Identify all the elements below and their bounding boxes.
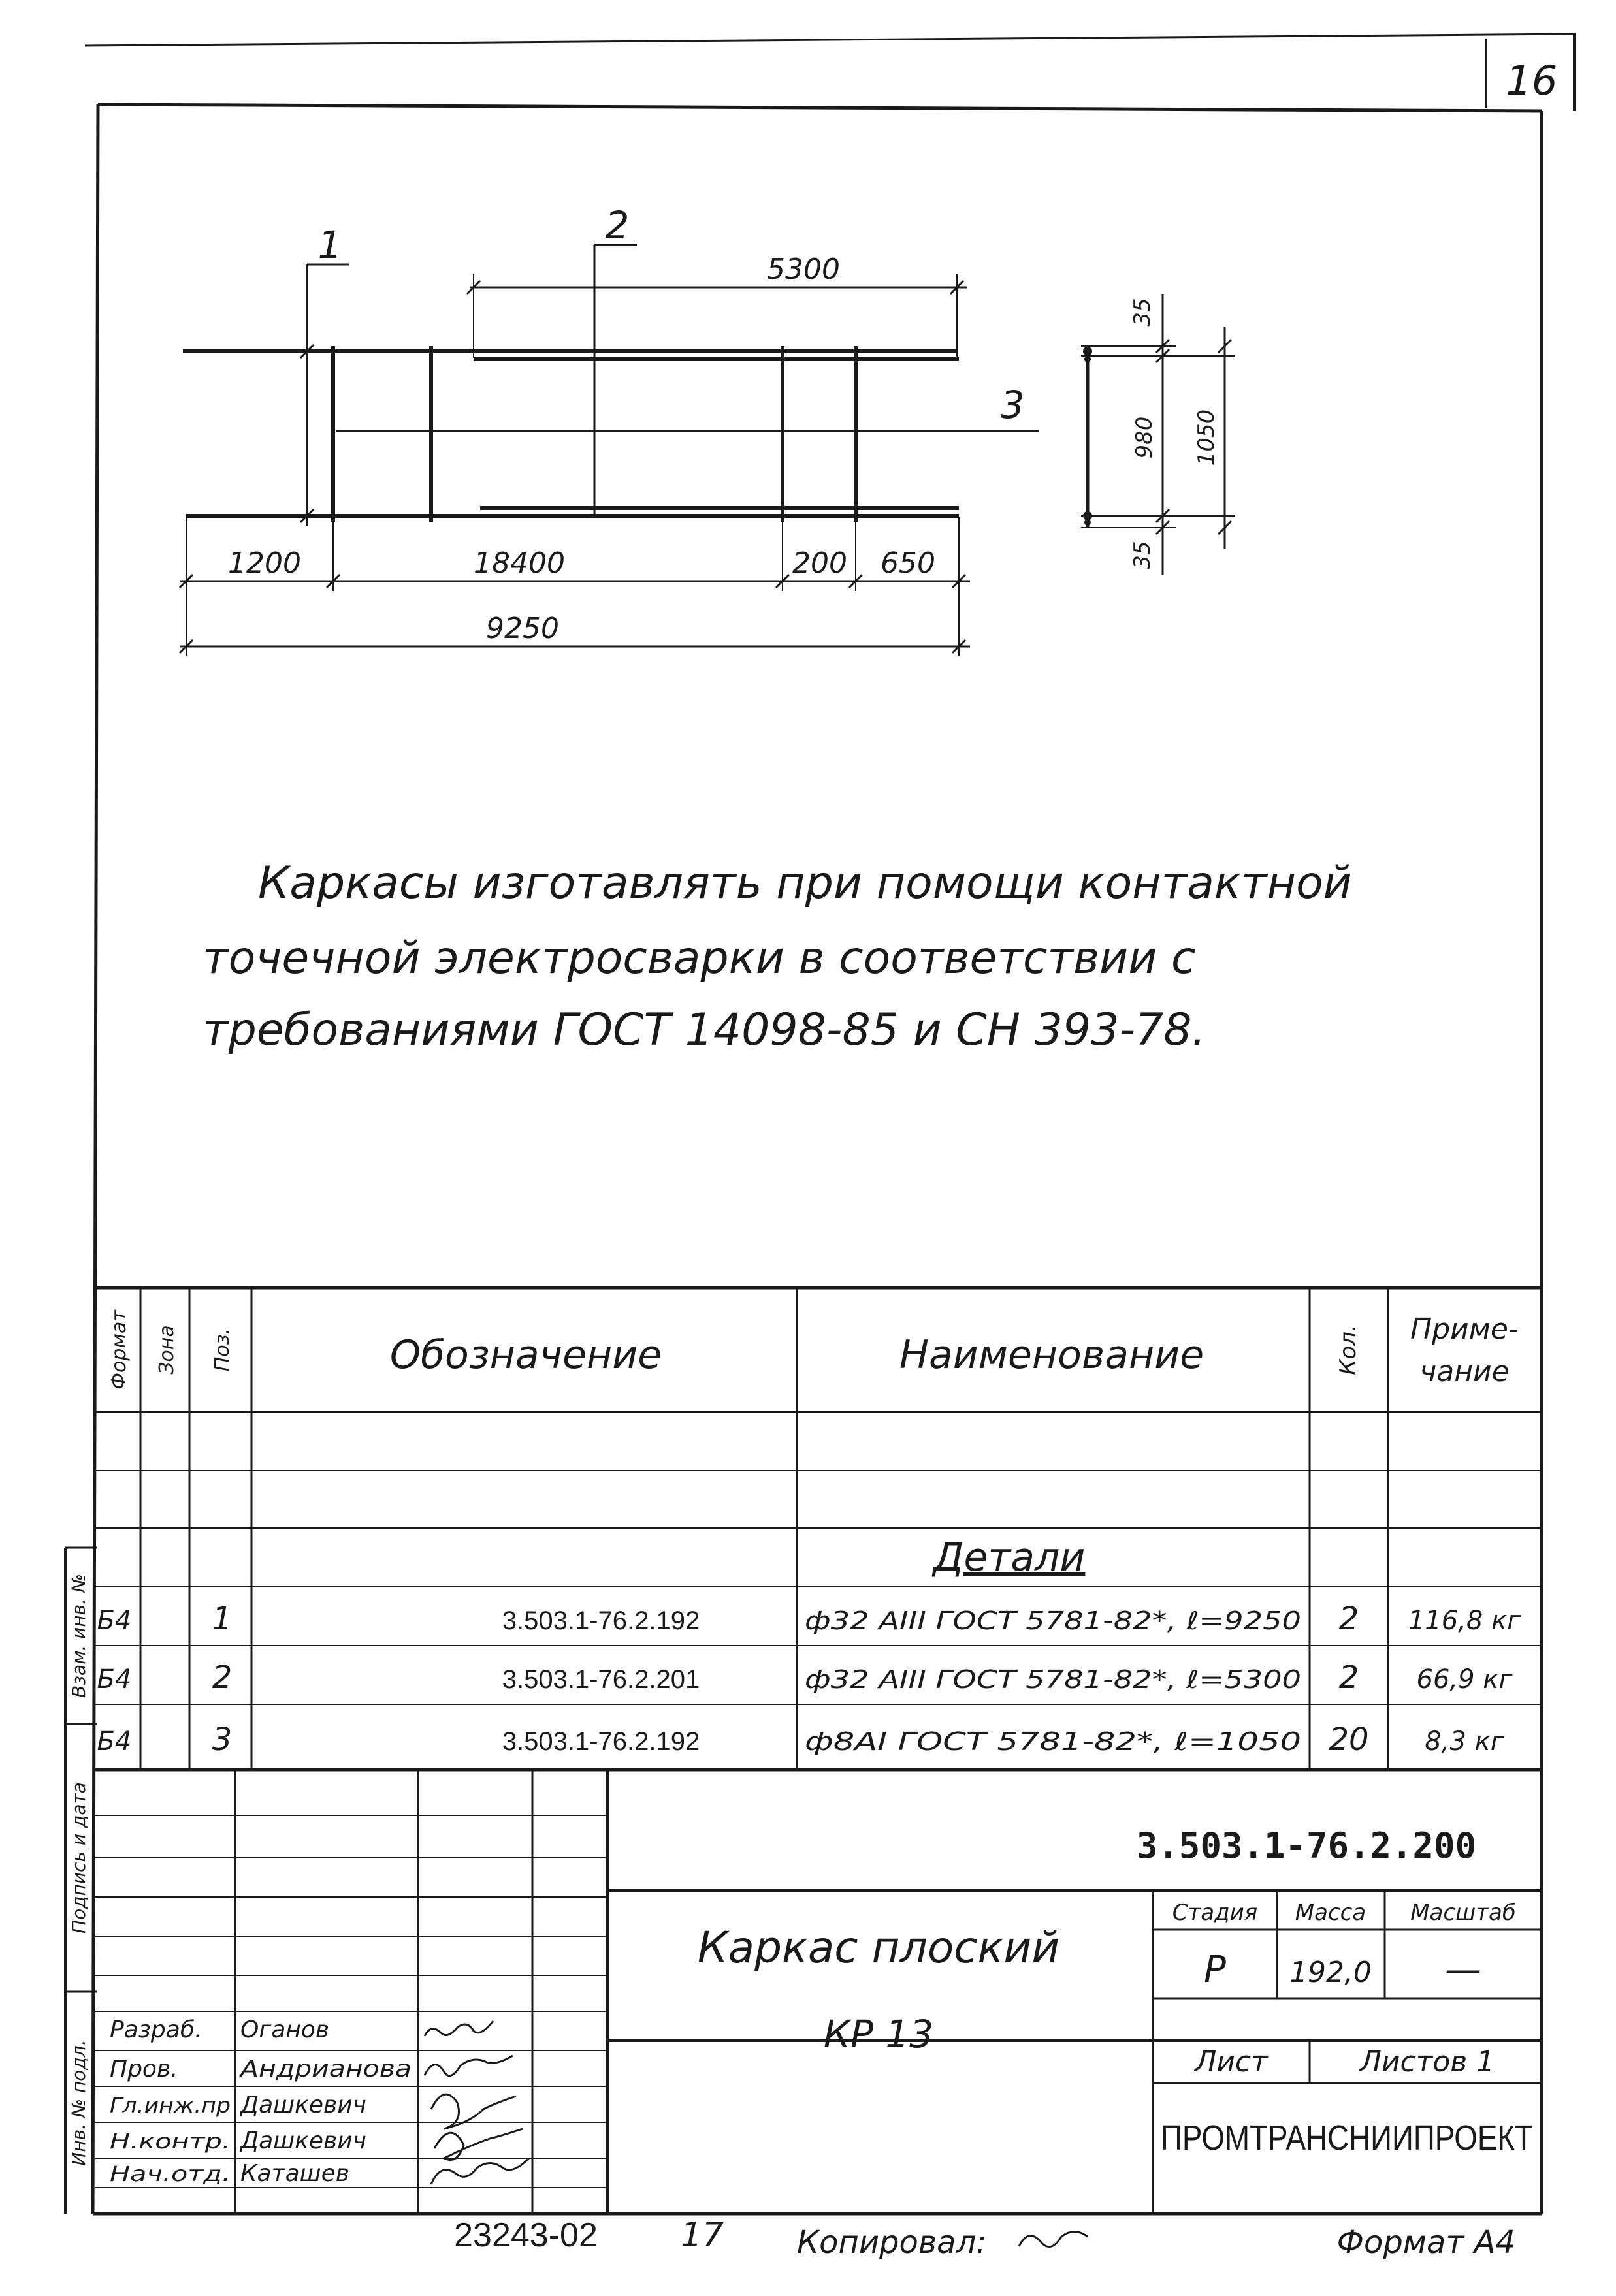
spec-row-format: Б4 [97,1606,132,1636]
sheets-label: Листов 1 [1359,2045,1495,2079]
document-code: 3.503.1-76.2.200 [1136,1825,1477,1866]
spec-row-designation: 3.503.1-76.2.192 [502,1606,700,1635]
spec-header-pos: Поз. [211,1328,234,1372]
scale-value: — [1445,1949,1481,1991]
signatures-scribble [425,2021,529,2184]
role-name: Дашкевич [240,2128,366,2154]
stage-label: Стадия [1172,1900,1258,1926]
spec-row-note: 66,9 кг [1416,1665,1513,1695]
role-label: Нач.отд. [110,2161,231,2186]
page-number: 17 [680,2216,724,2255]
dim-1200: 1200 [228,547,301,580]
spec-header-designation: Обозначение [389,1332,662,1378]
dim-side-35-top: 35 [1129,298,1155,327]
title-line-1: Каркас плоский [697,1922,1060,1973]
mass-label: Масса [1295,1900,1366,1926]
spec-row-name: ф32 АIII ГОСТ 5781-82*, ℓ=5300 [805,1665,1301,1694]
spec-row-pos: 3 [212,1721,233,1758]
role-label: Разраб. [110,2017,202,2043]
spec-header-zone: Зона [155,1325,178,1375]
format-label: Формат А4 [1336,2224,1515,2261]
dim-18400: 18400 [474,547,565,580]
spec-row-2 [97,1659,1513,1696]
spec-header-name: Наименование [899,1332,1204,1378]
dim-5300: 5300 [767,253,840,286]
spec-row-format: Б4 [97,1665,132,1695]
organization-name: ПРОМТРАНСНИИПРОЕКТ [1161,2118,1533,2158]
position-mark-2: 2 [605,203,630,247]
spec-table-grid [95,1288,1542,1770]
mass-value: 192,0 [1289,1956,1372,1989]
spec-row-designation: 3.503.1-76.2.192 [502,1727,700,1756]
spec-header-qty: Кол. [1335,1324,1361,1375]
spec-row-name: ф8АI ГОСТ 5781-82*, ℓ=1050 [805,1727,1301,1756]
title-line-2: КР 13 [823,2012,934,2056]
copier-signature [1019,2232,1088,2247]
role-label: Н.контр. [110,2129,231,2154]
dim-side-35-bottom: 35 [1129,541,1155,569]
dimension-ticks [180,281,1231,653]
spec-row-qty: 2 [1338,1659,1359,1696]
dim-side-980: 980 [1131,416,1157,459]
role-row-5 [110,2160,349,2187]
spec-row-format: Б4 [97,1727,132,1757]
role-name: Дашкевич [240,2092,366,2118]
sheet-label: Лист [1195,2045,1268,2079]
role-row-2 [110,2056,412,2082]
note-line-3: требованиями ГОСТ 14098-85 и СН 393-78. [202,1004,1206,1056]
dim-side-1050: 1050 [1193,409,1220,466]
side-stamp-inv-original: Инв. № подл. [68,2039,89,2166]
spec-row-qty: 2 [1338,1601,1359,1637]
dim-650: 650 [881,547,935,580]
copied-by-label: Копировал: [797,2224,987,2261]
spec-row-note: 8,3 кг [1425,1727,1504,1757]
spec-section-title: Детали [933,1535,1086,1580]
spec-row-pos: 2 [212,1659,233,1696]
spec-row-1 [97,1601,1522,1637]
spec-row-pos: 1 [212,1601,233,1637]
role-label: Гл.инж.пр [110,2093,231,2118]
spec-row-name: ф32 АIII ГОСТ 5781-82*, ℓ=9250 [805,1606,1301,1635]
spec-header-format: Формат [108,1310,131,1390]
side-stamp-sign-date: Подпись и дата [68,1782,89,1934]
cage-drawing [180,245,1235,656]
position-mark-3: 3 [1000,383,1025,427]
role-name: Андрианова [238,2056,412,2082]
position-mark-1: 1 [317,223,342,267]
role-row-1 [110,2017,329,2043]
archive-number: 23243-02 [454,2216,598,2254]
spec-header-note-2: чание [1419,1355,1510,1388]
note-line-2: точечной электросварки в соответствии с [202,933,1196,984]
role-row-3 [110,2092,366,2118]
spec-header-note-1: Приме- [1410,1313,1519,1346]
role-name: Оганов [240,2017,330,2043]
role-row-4 [110,2128,366,2154]
dim-200: 200 [792,547,847,580]
stage-value: Р [1204,1949,1226,1991]
spec-row-3 [97,1721,1505,1758]
side-stamp-replace-inv: Взам. инв. № [68,1573,89,1698]
sheet-number: 16 [1506,57,1558,104]
role-name: Каташев [240,2160,349,2187]
scale-label: Масштаб [1410,1900,1516,1926]
note-line-1: Каркасы изготавлять при помощи контактной [258,857,1352,909]
spec-row-qty: 20 [1329,1721,1369,1758]
role-label: Пров. [110,2056,178,2082]
dim-9250: 9250 [486,612,559,645]
spec-row-designation: 3.503.1-76.2.201 [502,1665,700,1694]
spec-row-note: 116,8 кг [1408,1606,1521,1636]
